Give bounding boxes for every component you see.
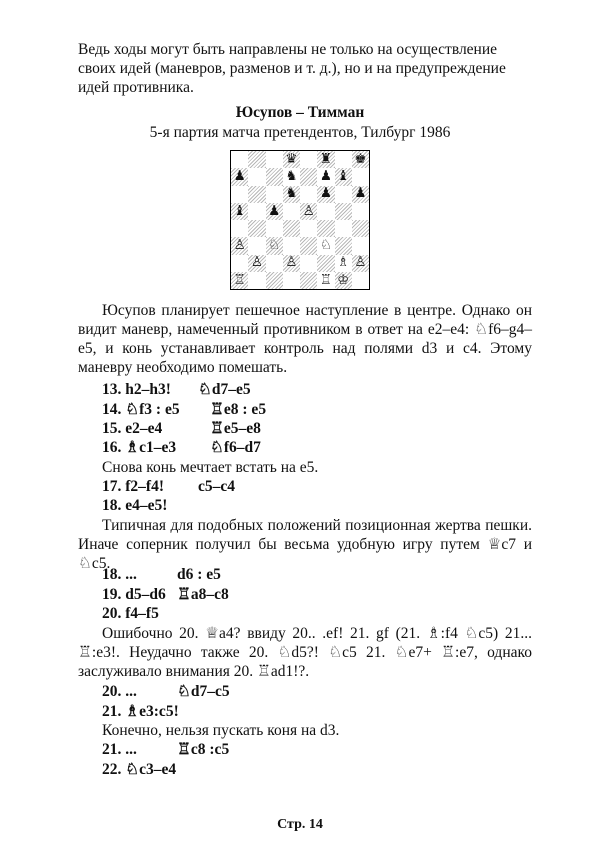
chess-piece-icon: ♟ xyxy=(268,202,281,219)
square-d5 xyxy=(283,203,300,220)
white-move: 16. ♗c1–e3 xyxy=(102,439,177,456)
white-move: 15. e2–e4 xyxy=(102,420,163,437)
white-move: 14. ♘f3 : e5 xyxy=(102,401,180,418)
square-a2 xyxy=(231,255,248,272)
square-f2 xyxy=(317,255,334,272)
chess-piece-icon: ♟ xyxy=(319,168,332,185)
square-d8 xyxy=(283,151,300,168)
square-f1 xyxy=(317,272,334,289)
white-move: 19. d5–d6 xyxy=(102,586,166,603)
square-h5 xyxy=(352,203,369,220)
square-h2 xyxy=(352,255,369,272)
chess-piece-icon: ♜ xyxy=(319,150,332,167)
black-move: ♘d7–e5 xyxy=(198,381,251,398)
chess-piece-icon: ♔ xyxy=(337,271,350,288)
chess-piece-icon: ♟ xyxy=(319,185,332,202)
square-c5 xyxy=(266,203,283,220)
square-d7 xyxy=(283,168,300,185)
chess-piece-icon: ♛ xyxy=(285,150,298,167)
black-move: d6 : e5 xyxy=(177,566,221,583)
square-d6 xyxy=(283,186,300,203)
square-a5 xyxy=(231,203,248,220)
square-g5 xyxy=(335,203,352,220)
intro-paragraph: Ведь ходы могут быть направлены не только на осуществление своих идей (маневров, разменов и т. д.), но и на предупреждение идей противника. xyxy=(78,41,506,96)
square-a1 xyxy=(231,272,248,289)
white-move: 21. ... xyxy=(102,741,137,758)
square-a4 xyxy=(231,220,248,237)
square-f6 xyxy=(317,186,334,203)
chess-piece-icon: ♙ xyxy=(285,254,298,271)
square-e5 xyxy=(300,203,317,220)
square-b8 xyxy=(248,151,265,168)
square-h7 xyxy=(352,168,369,185)
chess-piece-icon: ♙ xyxy=(302,202,315,219)
square-d2 xyxy=(283,255,300,272)
square-g6 xyxy=(335,186,352,203)
black-move: ♘f6–d7 xyxy=(210,439,261,456)
black-move: ♖c8 :c5 xyxy=(177,741,230,758)
comment-line: Снова конь мечтает встать на e5. xyxy=(102,459,319,476)
move-line xyxy=(102,400,266,419)
paragraph-sacrifice: Типичная для подобных положений позиционная жертва пешки. Иначе соперник получил бы весьма удобную игру путем ♕c7 и ♘c5. xyxy=(78,517,532,572)
square-b1 xyxy=(248,272,265,289)
chess-piece-icon: ♙ xyxy=(250,254,263,271)
square-c2 xyxy=(266,255,283,272)
paragraph-analysis: Ошибочно 20. ♕a4? ввиду 20.. .ef! 21. gf (21. ♗:f4 ♘c5) 21... ♖:e3!. Неудачно также 20. ♘d5?! ♘c5 21. ♘e7+ ♖:e7, однако заслуживало внимания 20. ♖ad1!?. xyxy=(78,625,532,680)
square-c8 xyxy=(266,151,283,168)
square-c7 xyxy=(266,168,283,185)
chess-piece-icon: ♙ xyxy=(233,237,246,254)
square-b6 xyxy=(248,186,265,203)
square-f3 xyxy=(317,237,334,254)
square-g1 xyxy=(335,272,352,289)
black-move: c5–c4 xyxy=(198,478,236,495)
square-h3 xyxy=(352,237,369,254)
square-f8 xyxy=(317,151,334,168)
square-h1 xyxy=(352,272,369,289)
square-c3 xyxy=(266,237,283,254)
move-line xyxy=(102,438,261,457)
square-b5 xyxy=(248,203,265,220)
square-d4 xyxy=(283,220,300,237)
white-move: 20. ... xyxy=(102,683,137,700)
square-e3 xyxy=(300,237,317,254)
chess-piece-icon: ♞ xyxy=(285,185,298,202)
square-e7 xyxy=(300,168,317,185)
move-line xyxy=(102,419,261,438)
square-b4 xyxy=(248,220,265,237)
square-a8 xyxy=(231,151,248,168)
move-line xyxy=(102,702,179,721)
square-g2 xyxy=(335,255,352,272)
chess-piece-icon: ♘ xyxy=(319,237,332,254)
page-number: Стр. 14 xyxy=(277,817,323,832)
chess-piece-icon: ♟ xyxy=(354,185,367,202)
game-subtitle: 5-я партия матча претендентов, Тилбург 1986 xyxy=(149,124,451,141)
square-f7 xyxy=(317,168,334,185)
square-a3 xyxy=(231,237,248,254)
move-line xyxy=(102,585,229,604)
square-e8 xyxy=(300,151,317,168)
square-g3 xyxy=(335,237,352,254)
chess-piece-icon: ♚ xyxy=(354,150,367,167)
square-b3 xyxy=(248,237,265,254)
square-d3 xyxy=(283,237,300,254)
paragraph-plan: Юсупов планирует пешечное наступление в центре. Однако он видит маневр, намеченный противником в ответ на e2–e4: ♘f6–g4–e5, и конь устанавливает контроль над полями d3 и c4. Этому маневру необходимо помешать. xyxy=(78,302,532,376)
square-h4 xyxy=(352,220,369,237)
square-h6 xyxy=(352,186,369,203)
white-move: 21. ♗e3:c5! xyxy=(102,703,179,720)
move-line xyxy=(102,682,230,701)
white-move: 13. h2–h3! xyxy=(102,381,171,398)
square-d1 xyxy=(283,272,300,289)
square-a6 xyxy=(231,186,248,203)
square-c6 xyxy=(266,186,283,203)
square-b2 xyxy=(248,255,265,272)
chess-diagram xyxy=(230,150,370,290)
square-g4 xyxy=(335,220,352,237)
square-b7 xyxy=(248,168,265,185)
chess-piece-icon: ♞ xyxy=(285,168,298,185)
white-move: 17. f2–f4! xyxy=(102,478,164,495)
move-line xyxy=(102,380,251,399)
black-move: ♖a8–c8 xyxy=(177,586,229,603)
chess-piece-icon: ♘ xyxy=(268,237,281,254)
move-line xyxy=(102,740,229,759)
comment-line: Конечно, нельзя пускать коня на d3. xyxy=(102,722,340,739)
white-move: 20. f4–f5 xyxy=(102,605,159,622)
black-move: ♖e5–e8 xyxy=(210,420,261,437)
square-c4 xyxy=(266,220,283,237)
chess-piece-icon: ♙ xyxy=(354,254,367,271)
move-line xyxy=(102,477,235,496)
square-e1 xyxy=(300,272,317,289)
chess-piece-icon: ♝ xyxy=(233,202,246,219)
move-line xyxy=(102,760,176,779)
square-f4 xyxy=(317,220,334,237)
black-move: ♘d7–c5 xyxy=(177,683,230,700)
square-c1 xyxy=(266,272,283,289)
square-e4 xyxy=(300,220,317,237)
square-g7 xyxy=(335,168,352,185)
move-line xyxy=(102,604,159,623)
white-move: 18. ... xyxy=(102,566,137,583)
square-e2 xyxy=(300,255,317,272)
move-line xyxy=(102,496,167,515)
chess-piece-icon: ♗ xyxy=(337,254,350,271)
square-g8 xyxy=(335,151,352,168)
square-a7 xyxy=(231,168,248,185)
chess-piece-icon: ♟ xyxy=(233,168,246,185)
square-e6 xyxy=(300,186,317,203)
square-f5 xyxy=(317,203,334,220)
square-h8 xyxy=(352,151,369,168)
black-move: ♖e8 : e5 xyxy=(210,401,267,418)
chess-piece-icon: ♖ xyxy=(233,271,246,288)
white-move: 18. e4–e5! xyxy=(102,497,168,514)
chess-piece-icon: ♖ xyxy=(319,271,332,288)
chess-piece-icon: ♝ xyxy=(337,168,350,185)
move-line xyxy=(102,565,221,584)
game-title: Юсупов – Тимман xyxy=(235,104,365,121)
white-move: 22. ♘c3–e4 xyxy=(102,761,177,778)
chess-board xyxy=(230,150,370,290)
